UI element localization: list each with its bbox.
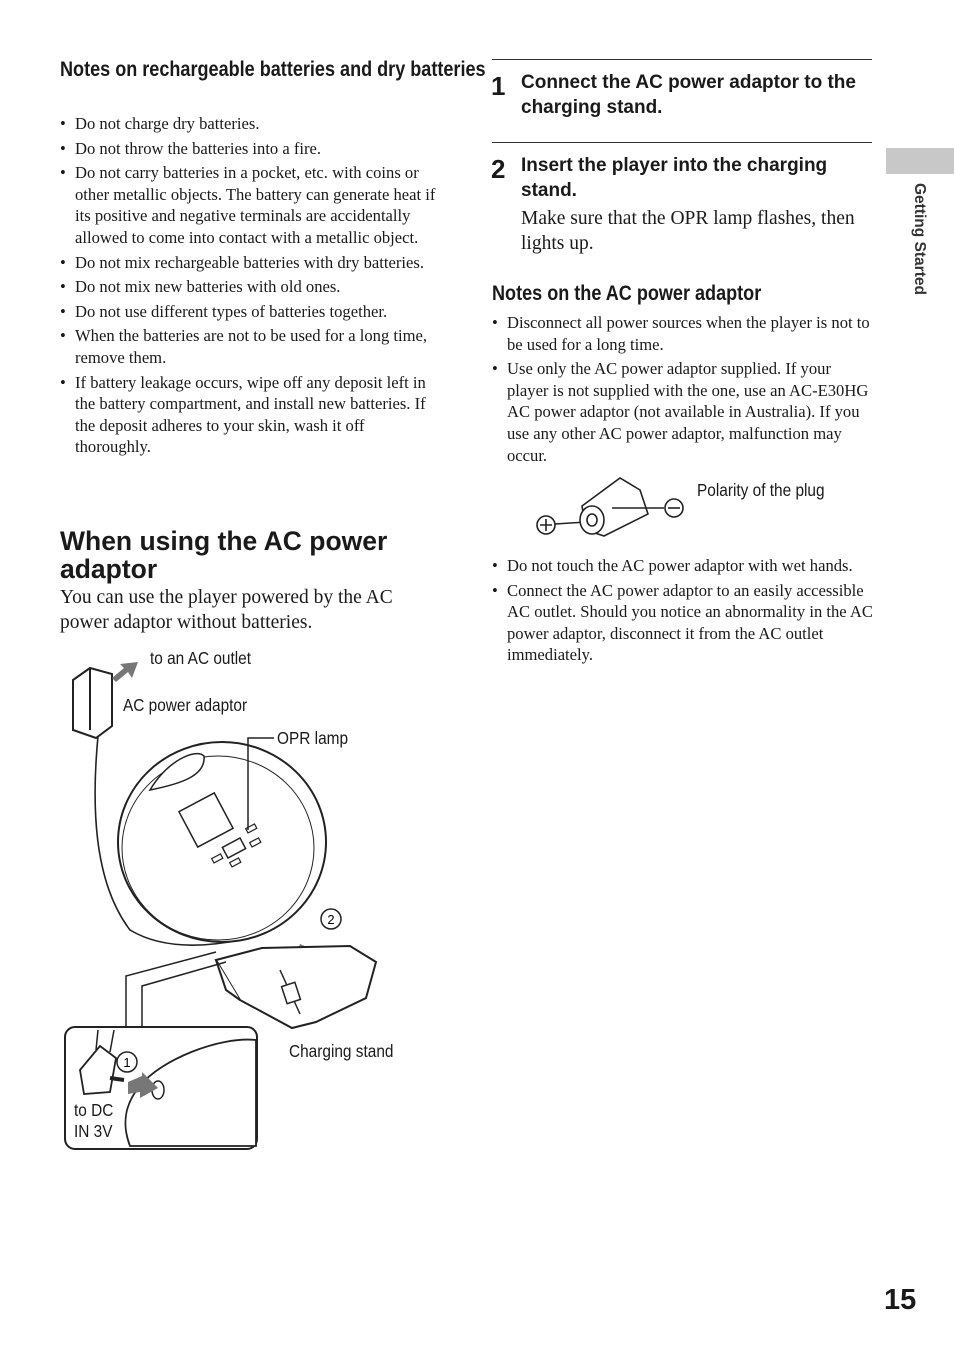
list-item: • Do not touch the AC power adaptor with wet hands. [492, 555, 874, 577]
step-1-number: 1 [491, 71, 506, 101]
step-2-text: Insert the player into the charging stand. [521, 155, 828, 201]
step-2-rule [492, 142, 872, 143]
list-item: • Do not carry batteries in a pocket, etc. with coins or other metallic objects. The battery can generate heat if its positive and negative terminals are accidentally allowed to come into contact with a metallic object. [60, 162, 442, 248]
step-1-text: Connect the AC power adaptor to the charging stand. [521, 72, 856, 118]
list-item: • If battery leakage occurs, wipe off any deposit left in the battery compartment, and install new batteries. If the deposit adheres to your skin, wash it off thoroughly. [60, 372, 442, 458]
battery-notes-list [60, 113, 442, 461]
charging-illustration [0, 640, 440, 1160]
list-item: • Do not throw the batteries into a fire. [60, 138, 442, 160]
step-2-body: Make sure that the OPR lamp flashes, then lights up. [521, 208, 855, 254]
svg-text:2: 2 [327, 912, 335, 927]
list-item: • Do not charge dry batteries. [60, 113, 442, 135]
list-item: • Disconnect all power sources when the player is not to be used for a long time. [492, 312, 874, 355]
list-item: • Do not use different types of batteries together. [60, 301, 442, 323]
polarity-diagram [530, 470, 690, 540]
opr-lamp-label: OPR lamp [277, 728, 349, 748]
adaptor-notes-list-b [492, 555, 874, 669]
section-intro: You can use the player powered by the AC power adaptor without batteries. [60, 587, 393, 633]
step-1-rule [492, 59, 872, 60]
section-tab-label: Getting Started [911, 183, 928, 295]
ac-adaptor-icon [73, 668, 112, 738]
svg-text:1: 1 [123, 1055, 131, 1070]
list-item: • Do not mix new batteries with old ones. [60, 276, 442, 298]
charging-stand-icon [216, 946, 376, 1028]
section-tab [886, 148, 954, 174]
battery-notes-heading: Notes on rechargeable batteries and dry batteries [60, 58, 486, 81]
page-number: 15 [884, 1284, 917, 1316]
to-dc-in-label: to DC IN 3V [74, 1100, 114, 1141]
polarity-label: Polarity of the plug [697, 480, 825, 500]
adaptor-notes-heading: Notes on the AC power adaptor [492, 282, 762, 305]
player-icon [118, 742, 326, 942]
list-item: • When the batteries are not to be used for a long time, remove them. [60, 325, 442, 368]
list-item: • Do not mix rechargeable batteries with dry batteries. [60, 252, 442, 274]
callout-1 [117, 1052, 137, 1072]
callout-2 [321, 909, 341, 929]
charging-stand-label: Charging stand [289, 1041, 394, 1061]
to-outlet-arrow-icon [112, 662, 138, 682]
inset-connector [126, 952, 226, 1026]
list-item: • Connect the AC power adaptor to an easily accessible AC outlet. Should you notice an abnormality in the AC power adaptor, disconnect it from the AC outlet immediately. [492, 580, 874, 666]
adaptor-notes-list-a [492, 312, 874, 469]
ac-power-adaptor-label: AC power adaptor [123, 695, 248, 715]
step-2-number: 2 [491, 154, 506, 184]
list-item: • Use only the AC power adaptor supplied. If your player is not supplied with the one, use an AC-E30HG AC power adaptor (not available in Australia). If you use any other AC power adaptor, malfunction may occur. [492, 358, 874, 466]
section-title: When using the AC power adaptor [60, 526, 388, 584]
to-ac-outlet-label: to an AC outlet [150, 648, 252, 668]
